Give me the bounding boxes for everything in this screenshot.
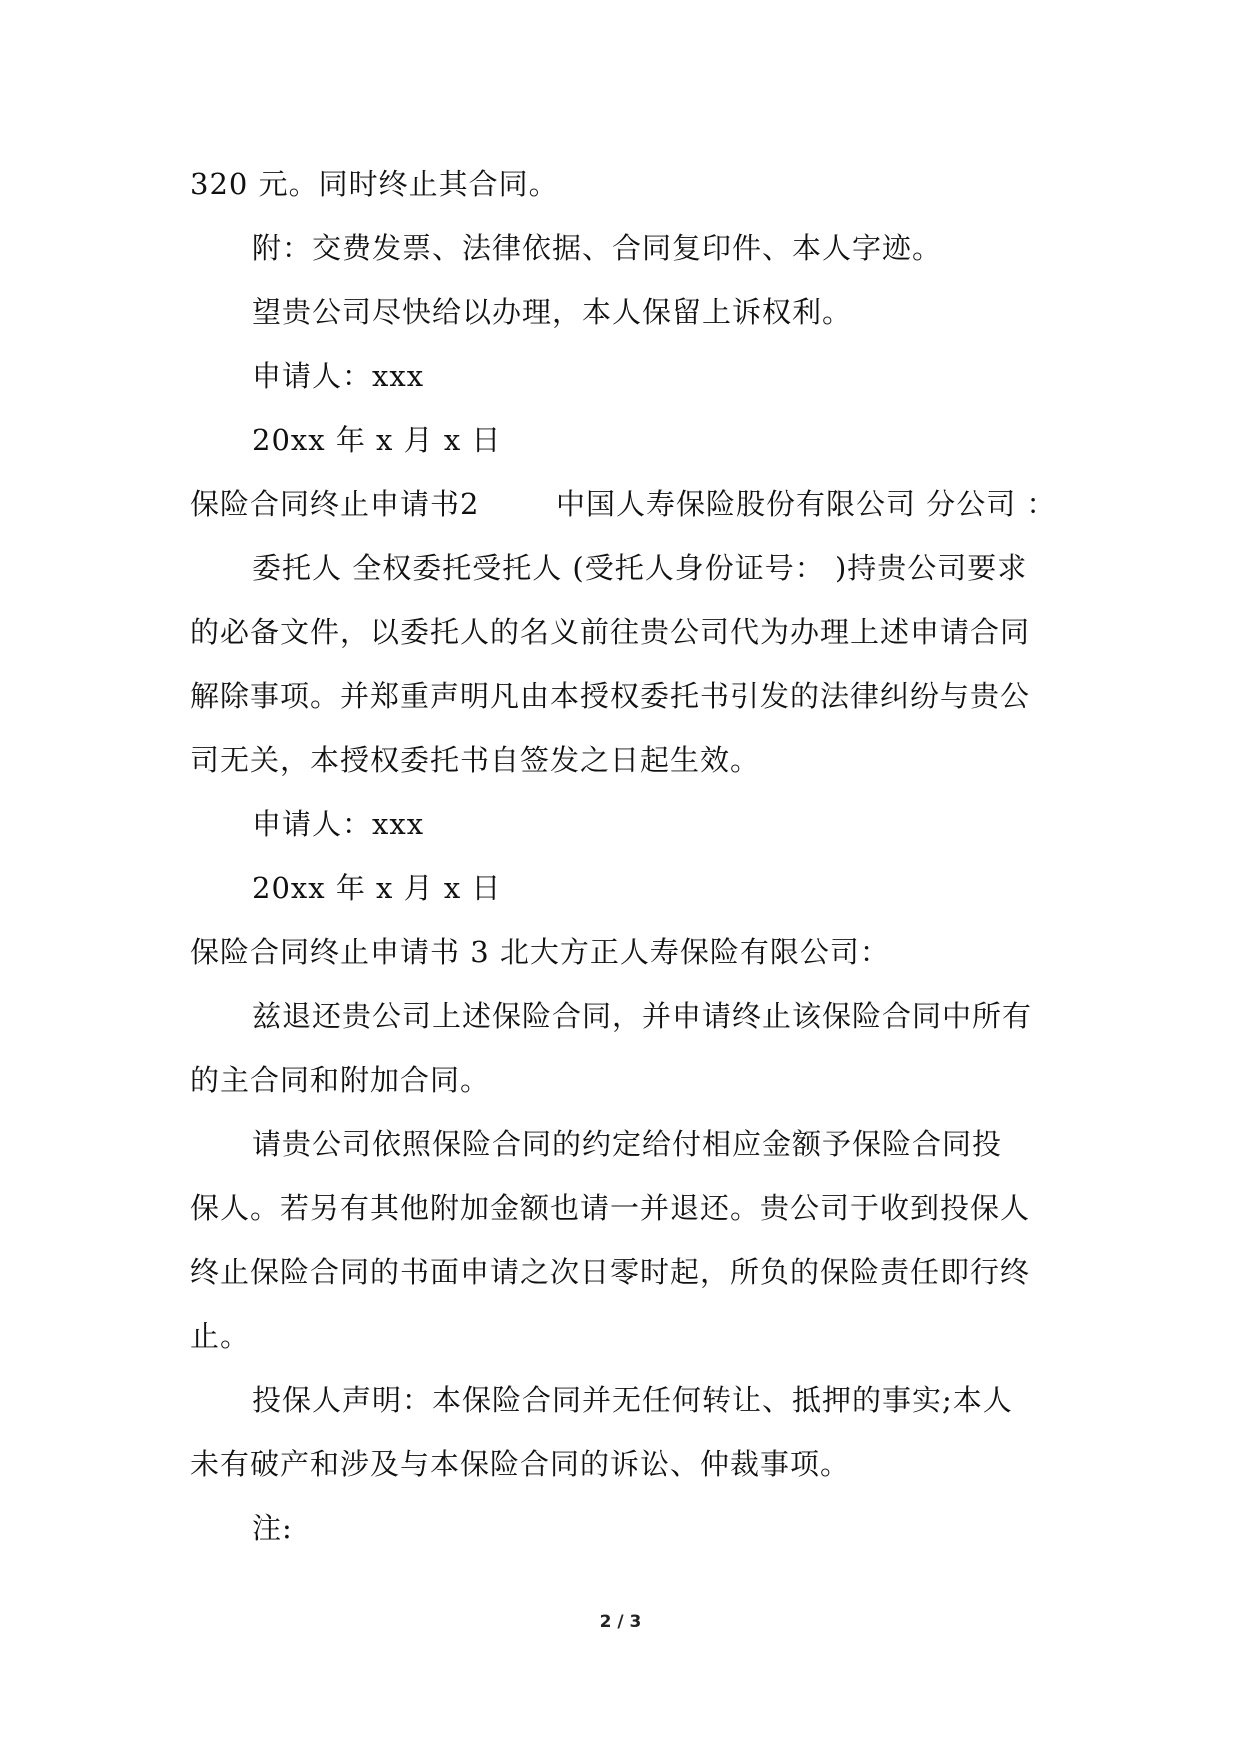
text-line-return-2: 的主合同和附加合同。 [190, 1063, 491, 1097]
text-line-pay-1: 请贵公司依照保险合同的约定给付相应金额予保险合同投 [252, 1127, 1003, 1161]
text-line-entrust-3: 解除事项。并郑重声明凡由本授权委托书引发的法律纠纷与贵公 [190, 679, 1031, 713]
text-line-declaration-1: 投保人声明：本保险合同并无任何转让、抵押的事实;本人 [252, 1383, 1013, 1417]
text-line-note: 注: [252, 1511, 293, 1545]
text-line-entrust-1: 委托人 全权委托受托人 (受托人身份证号： )持贵公司要求 [252, 551, 1028, 585]
text-line-entrust-2: 的必备文件，以委托人的名义前往贵公司代为办理上述申请合同 [190, 615, 1031, 649]
text-line-declaration-2: 未有破产和涉及与本保险合同的诉讼、仲裁事项。 [190, 1447, 851, 1481]
text-line-request: 望贵公司尽快给以办理，本人保留上诉权利。 [252, 295, 853, 329]
date-line-1: 20xx 年 x 月 x 日 [252, 423, 502, 457]
applicant-line-2: 申请人：xxx [252, 807, 425, 841]
section-heading-2: 保险合同终止申请书2 [190, 487, 480, 521]
applicant-line-1: 申请人：xxx [252, 359, 425, 393]
text-line-1: 320 元。同时终止其合同。 [190, 167, 559, 201]
text-line-entrust-4: 司无关，本授权委托书自签发之日起生效。 [190, 743, 761, 777]
text-line-pay-2: 保人。若另有其他附加金额也请一并退还。贵公司于收到投保人 [190, 1191, 1031, 1225]
section-heading-3: 保险合同终止申请书 3 北大方正人寿保险有限公司： [190, 935, 890, 969]
section-2-addressee: 中国人寿保险股份有限公司 分公司 ： [556, 487, 1057, 521]
text-line-return-1: 兹退还贵公司上述保险合同，并申请终止该保险合同中所有 [252, 999, 1033, 1033]
text-line-attachments: 附：交费发票、法律依据、合同复印件、本人字迹。 [252, 231, 943, 265]
page-number: 2 / 3 [599, 1612, 642, 1632]
text-line-pay-4: 止。 [190, 1319, 251, 1353]
text-line-pay-3: 终止保险合同的书面申请之次日零时起，所负的保险责任即行终 [190, 1255, 1031, 1289]
date-line-2: 20xx 年 x 月 x 日 [252, 871, 502, 905]
